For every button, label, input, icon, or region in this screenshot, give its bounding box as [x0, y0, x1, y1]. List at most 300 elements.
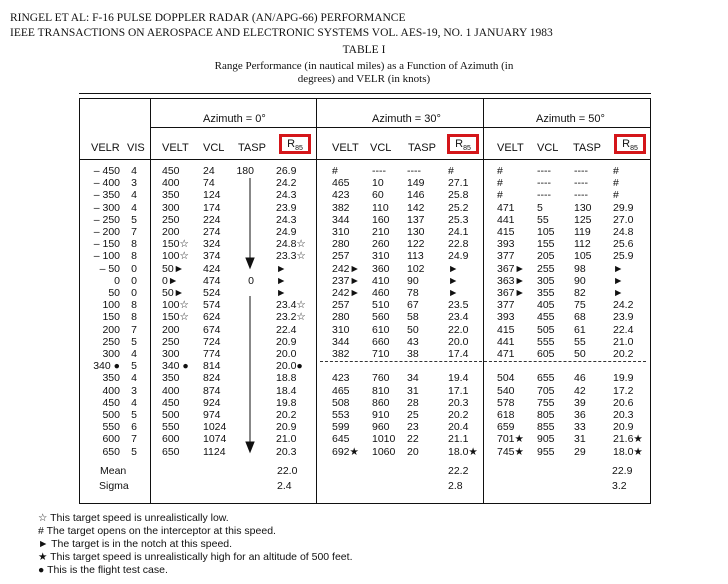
- cell-vcl: 60: [372, 189, 384, 202]
- cell-velt: 415: [497, 323, 515, 336]
- cell-velr: 50: [108, 287, 120, 299]
- cell-velt: 300: [162, 201, 180, 214]
- cell-tasp: 90: [407, 274, 419, 287]
- cell-r85: 24.1: [448, 226, 469, 238]
- cell-velt: 441: [497, 213, 515, 226]
- summary-sigma-az0: 2.4: [277, 480, 292, 492]
- table-caption-line2: degrees) and VELR (in knots): [297, 73, 431, 85]
- cell-velt: 50►: [162, 262, 185, 275]
- cell-tasp: 90: [574, 274, 586, 287]
- cell-velt: 310: [332, 226, 350, 238]
- cell-velr: 0: [114, 274, 120, 287]
- cell-velt: 200: [162, 323, 180, 336]
- cell-r85: 22.8: [448, 238, 469, 251]
- azimuth-header-0: Azimuth = 0°: [203, 113, 266, 125]
- cell-tasp: 42: [574, 384, 586, 397]
- cell-velt: 400: [162, 384, 180, 397]
- cell-vcl: 1060: [372, 445, 396, 458]
- cell-vcl: 960: [372, 421, 390, 434]
- cell-tasp: 142: [407, 201, 425, 214]
- cell-tasp: ----: [407, 165, 421, 177]
- cell-r85: ►: [448, 287, 459, 299]
- cell-velr: – 450: [93, 165, 120, 177]
- cell-r85: 20.3: [448, 396, 469, 409]
- cell-velr: – 50: [99, 262, 120, 275]
- cell-r85: 21.0: [613, 335, 634, 348]
- cell-vcl: 705: [537, 384, 555, 397]
- cell-vcl: 710: [372, 348, 390, 360]
- col-header-velt: VELT: [497, 142, 524, 154]
- cell-velt: 200: [162, 226, 180, 238]
- cell-vcl: 810: [372, 384, 390, 397]
- cell-vcl: 474: [203, 274, 221, 287]
- col-header-vis: VIS: [127, 142, 145, 154]
- cell-velt: 540: [497, 384, 515, 397]
- cell-velt: 150☆: [162, 238, 189, 251]
- cell-velt: 0►: [162, 274, 179, 287]
- cell-tasp: 29: [574, 445, 586, 458]
- cell-vcl: 155: [537, 238, 555, 251]
- cell-velr: – 350: [93, 189, 120, 202]
- cell-r85: 24.2: [276, 177, 297, 190]
- cell-vcl: 74: [203, 177, 215, 190]
- cell-vcl: 724: [203, 335, 221, 348]
- cell-velt: 450: [162, 165, 180, 177]
- cell-velt: 242►: [332, 262, 360, 275]
- cell-vis: 0: [131, 274, 137, 287]
- cell-tasp: ----: [574, 189, 588, 202]
- cell-vis: 6: [131, 421, 137, 434]
- cell-tasp: 31: [407, 384, 419, 397]
- tasp-arrow-lower-head: [246, 442, 254, 452]
- footnote-low-speed: ☆ This target speed is unrealistically low.: [38, 512, 229, 524]
- cell-tasp: 68: [574, 311, 586, 324]
- cell-r85: 25.2: [448, 201, 469, 214]
- cell-tasp: 82: [574, 287, 586, 299]
- cell-vcl: 255: [537, 262, 555, 275]
- cell-vis: 5: [131, 360, 137, 373]
- cell-vcl: 10: [372, 177, 384, 190]
- cell-velt: 150☆: [162, 311, 189, 324]
- cell-vis: 5: [131, 445, 137, 458]
- cell-tasp: 55: [574, 335, 586, 348]
- cell-r85: 24.3: [276, 213, 297, 226]
- rule-sep-velr: [150, 98, 151, 503]
- cell-velr: 500: [102, 409, 120, 421]
- cell-r85: 18.0★: [613, 445, 643, 458]
- cell-r85: 23.9: [613, 311, 634, 324]
- cell-vcl: 110: [372, 201, 389, 214]
- cell-velr: – 300: [93, 201, 120, 214]
- footnote-opens: # The target opens on the interceptor at this speed.: [38, 525, 276, 537]
- cell-velt: 745★: [497, 445, 524, 458]
- cell-vcl: 455: [537, 311, 555, 324]
- cell-vis: 8: [131, 311, 137, 324]
- cell-r85: #: [613, 177, 619, 190]
- cell-tasp: 130: [574, 201, 592, 214]
- cell-velt: 377: [497, 250, 515, 263]
- cell-r85: 21.1: [448, 433, 469, 446]
- cell-vis: 0: [131, 262, 137, 275]
- cell-tasp: 67: [407, 299, 419, 312]
- summary-mean-az30: 22.2: [448, 465, 469, 477]
- cell-vcl: 955: [537, 445, 555, 458]
- cell-velt: 465: [332, 384, 350, 397]
- cell-r85: 22.4: [613, 323, 634, 336]
- cell-velt: 450: [162, 396, 180, 409]
- cell-velt: 423: [332, 372, 350, 385]
- cell-r85: 29.9: [613, 201, 634, 214]
- cell-velt: 382: [332, 201, 350, 214]
- cell-tasp: 50: [574, 348, 586, 360]
- cell-tasp: 34: [407, 372, 419, 385]
- cell-tasp: 112: [574, 238, 591, 251]
- cell-velr: 550: [102, 421, 120, 434]
- cell-velt: 650: [162, 445, 180, 458]
- cell-vcl: 624: [203, 311, 221, 324]
- col-header-velt: VELT: [162, 142, 189, 154]
- table-caption-line1: Range Performance (in nautical miles) as a Function of Azimuth (in: [214, 60, 514, 72]
- cell-vcl: 105: [537, 226, 555, 238]
- cell-r85: 23.9: [276, 201, 297, 214]
- cell-vcl: 560: [372, 311, 390, 324]
- cell-r85: 25.9: [613, 250, 634, 263]
- cell-r85: 20.9: [613, 421, 634, 434]
- table-label: TABLE I: [342, 44, 386, 56]
- cell-velt: #: [497, 189, 503, 202]
- cell-r85: 20.0●: [276, 360, 303, 373]
- cell-vis: 4: [131, 348, 137, 360]
- cell-vcl: 405: [537, 299, 555, 312]
- col-header-tasp: TASP: [408, 142, 436, 154]
- cell-vcl: 755: [537, 396, 555, 409]
- cell-vcl: ----: [537, 189, 551, 202]
- rule-top-inner: [79, 98, 651, 99]
- cell-vcl: 674: [203, 323, 221, 336]
- cell-tasp: 28: [407, 396, 419, 409]
- cell-vcl: 1010: [372, 433, 396, 446]
- cell-r85: 20.3: [613, 409, 634, 421]
- cell-r85: 23.2☆: [276, 311, 306, 324]
- cell-vcl: 774: [203, 348, 221, 360]
- cell-r85: ►: [448, 274, 459, 287]
- cell-tasp: 39: [574, 396, 586, 409]
- cell-r85: 20.9: [276, 335, 297, 348]
- col-header-tasp: TASP: [573, 142, 601, 154]
- cell-tasp: ----: [574, 165, 588, 177]
- cell-velt: 50►: [162, 287, 185, 299]
- cell-velr: – 250: [93, 213, 120, 226]
- cell-r85: ►: [276, 274, 287, 287]
- cell-tasp: 25: [407, 409, 419, 421]
- cell-vcl: 224: [203, 213, 221, 226]
- cell-vcl: 610: [372, 323, 390, 336]
- cell-velr: 450: [102, 396, 120, 409]
- cell-r85: 23.3☆: [276, 250, 306, 263]
- cell-r85: 19.4: [448, 372, 469, 385]
- cell-velt: 250: [162, 213, 180, 226]
- cell-velt: 471: [497, 201, 515, 214]
- cell-vcl: 410: [372, 274, 390, 287]
- cell-velt: 350: [162, 372, 180, 385]
- cell-velt: 340 ●: [162, 360, 189, 373]
- rule-sep-30-50: [483, 98, 484, 503]
- cell-velt: 504: [497, 372, 515, 385]
- cell-velt: 100☆: [162, 299, 189, 312]
- cell-vcl: ----: [537, 165, 551, 177]
- cell-vcl: 274: [203, 226, 221, 238]
- summary-mean-az50: 22.9: [612, 465, 633, 477]
- cell-vis: 5: [131, 409, 137, 421]
- cell-r85: ►: [276, 262, 287, 275]
- cell-vcl: 305: [537, 274, 555, 287]
- cell-velt: 367►: [497, 262, 525, 275]
- cell-velt: 310: [332, 323, 350, 336]
- cell-velt: 599: [332, 421, 350, 434]
- cell-r85: #: [448, 165, 454, 177]
- cell-r85: 21.0: [276, 433, 297, 446]
- cell-velt: 441: [497, 335, 515, 348]
- cell-r85: 26.9: [276, 165, 297, 177]
- cell-velt: 659: [497, 421, 515, 434]
- summary-mean-az0: 22.0: [277, 465, 298, 477]
- cell-r85: ►: [613, 262, 624, 275]
- cell-vcl: 814: [203, 360, 221, 373]
- cell-tasp: 38: [407, 348, 419, 360]
- cell-tasp: 119: [574, 226, 591, 238]
- cell-velt: 367►: [497, 287, 525, 299]
- cell-velt: 350: [162, 189, 180, 202]
- cell-vcl: 460: [372, 287, 390, 299]
- cell-velt: 471: [497, 348, 515, 360]
- cell-r85: 24.9: [276, 226, 297, 238]
- rule-sep-0-30: [316, 98, 317, 503]
- cell-velr: – 400: [93, 177, 120, 190]
- cell-velt: #: [497, 177, 503, 190]
- cell-r85: 20.4: [448, 421, 469, 434]
- cell-velt: 393: [497, 238, 515, 251]
- cell-tasp: 46: [574, 372, 586, 385]
- cell-vcl: 24: [203, 165, 215, 177]
- cell-velt: 415: [497, 226, 515, 238]
- footnote-flight-test: ● This is the flight test case.: [38, 564, 168, 576]
- cell-vcl: 660: [372, 335, 390, 348]
- cell-tasp: 98: [574, 262, 586, 275]
- cell-velt: 701★: [497, 433, 524, 446]
- summary-sigma-az50: 3.2: [612, 480, 627, 492]
- col-header-vcl: VCL: [370, 142, 392, 154]
- cell-velt: 377: [497, 299, 515, 312]
- cell-r85: 17.1: [448, 384, 469, 397]
- cell-r85: 25.3: [448, 213, 469, 226]
- cell-r85: 24.3: [276, 189, 297, 202]
- col-header-vcl: VCL: [537, 142, 559, 154]
- cell-tasp: 146: [407, 189, 425, 202]
- cell-tasp: 36: [574, 409, 586, 421]
- cell-velr: 650: [102, 445, 120, 458]
- cell-velr: 350: [102, 372, 120, 385]
- cell-r85: 18.0★: [448, 445, 478, 458]
- cell-velt: 363►: [497, 274, 525, 287]
- cell-vis: 8: [131, 238, 137, 251]
- cell-vcl: 510: [372, 299, 390, 312]
- cell-vis: 5: [131, 335, 137, 348]
- cell-vcl: 910: [372, 409, 390, 421]
- cell-r85: #: [613, 189, 619, 202]
- cell-tasp: 105: [574, 250, 592, 263]
- cell-velr: 100: [102, 299, 120, 312]
- cell-velt: 553: [332, 409, 350, 421]
- cell-r85: 23.4: [448, 311, 469, 324]
- cell-tasp: 149: [407, 177, 425, 190]
- cell-vcl: 555: [537, 335, 555, 348]
- cell-vcl: 424: [203, 262, 221, 275]
- cell-r85: 17.2: [613, 384, 634, 397]
- cell-r85: 18.8: [276, 372, 297, 385]
- cell-tasp: 180: [236, 165, 254, 177]
- cell-vcl: 160: [372, 213, 390, 226]
- cell-r85: 27.0: [613, 213, 634, 226]
- cell-velr: – 100: [93, 250, 120, 263]
- cell-vcl: 860: [372, 396, 390, 409]
- cell-vcl: 210: [372, 226, 390, 238]
- cell-vis: 4: [131, 396, 137, 409]
- cell-vis: 8: [131, 299, 137, 312]
- cell-tasp: 113: [407, 250, 424, 263]
- cell-tasp: 0: [248, 274, 254, 287]
- cell-r85: 20.0: [448, 335, 469, 348]
- cell-velr: – 200: [93, 226, 120, 238]
- cell-r85: ►: [613, 274, 624, 287]
- cell-vcl: 874: [203, 384, 221, 397]
- cell-velt: 508: [332, 396, 350, 409]
- cell-velt: 645: [332, 433, 350, 446]
- cell-tasp: 125: [574, 213, 592, 226]
- cell-vis: 4: [131, 189, 137, 202]
- cell-velr: 250: [102, 335, 120, 348]
- cell-r85: 20.6: [613, 396, 634, 409]
- cell-r85: 20.0: [276, 348, 297, 360]
- cell-r85: 23.5: [448, 299, 469, 312]
- cell-vis: 4: [131, 372, 137, 385]
- cell-r85: ►: [613, 287, 624, 299]
- cell-vis: 7: [131, 323, 137, 336]
- cell-velt: 250: [162, 335, 180, 348]
- cell-r85: 25.8: [448, 189, 469, 202]
- cell-r85: 22.4: [276, 323, 297, 336]
- cell-r85: 24.8: [613, 226, 634, 238]
- cell-r85: 20.3: [276, 445, 297, 458]
- cell-vis: 4: [131, 201, 137, 214]
- cell-velr: – 150: [93, 238, 120, 251]
- cell-tasp: 122: [407, 238, 425, 251]
- azimuth-header-30: Azimuth = 30°: [372, 113, 441, 125]
- cell-vcl: 310: [372, 250, 390, 263]
- col-header-r85-highlighted: $R_{85}$: [614, 134, 646, 154]
- cell-vcl: 360: [372, 262, 390, 275]
- cell-r85: 19.9: [613, 372, 634, 385]
- cell-velt: 382: [332, 348, 350, 360]
- cell-tasp: 137: [407, 213, 425, 226]
- cell-vis: 7: [131, 226, 137, 238]
- cell-velr: 200: [102, 323, 120, 336]
- cell-r85: 20.2: [448, 409, 469, 421]
- cell-vcl: 324: [203, 238, 221, 251]
- cell-vis: 0: [131, 287, 137, 299]
- cell-tasp: 61: [574, 323, 586, 336]
- cell-r85: 27.1: [448, 177, 469, 190]
- cell-tasp: 33: [574, 421, 586, 434]
- cell-velr: 340 ●: [93, 360, 120, 373]
- cell-velt: 550: [162, 421, 180, 434]
- cell-tasp: 23: [407, 421, 419, 434]
- cell-vcl: 205: [537, 250, 555, 263]
- summary-label-sigma: Sigma: [99, 480, 129, 492]
- cell-vcl: 824: [203, 372, 221, 385]
- cell-vcl: 524: [203, 287, 221, 299]
- cell-velt: 344: [332, 335, 350, 348]
- cell-velt: 280: [332, 311, 350, 324]
- cell-velt: 257: [332, 250, 350, 263]
- col-header-vcl: VCL: [203, 142, 225, 154]
- cell-tasp: 31: [574, 433, 586, 446]
- cell-vcl: 124: [203, 189, 221, 202]
- cell-r85: 19.8: [276, 396, 297, 409]
- cell-vcl: 355: [537, 287, 555, 299]
- cell-vcl: 655: [537, 372, 555, 385]
- cell-velt: 257: [332, 299, 350, 312]
- cell-velt: 280: [332, 238, 350, 251]
- cell-velt: 237►: [332, 274, 360, 287]
- cell-tasp: 130: [407, 226, 425, 238]
- cell-velt: #: [332, 165, 338, 177]
- cell-r85: ►: [276, 287, 287, 299]
- rule-bottom: [79, 503, 651, 504]
- cell-vcl: 805: [537, 409, 555, 421]
- azimuth-header-50: Azimuth = 50°: [536, 113, 605, 125]
- rule-right: [650, 98, 651, 503]
- cell-velt: 600: [162, 433, 180, 446]
- cell-tasp: 78: [407, 287, 419, 299]
- cell-r85: #: [613, 165, 619, 177]
- cell-velr: 150: [102, 311, 120, 324]
- cell-vis: 8: [131, 250, 137, 263]
- cell-tasp: 50: [407, 323, 419, 336]
- cell-vcl: 374: [203, 250, 221, 263]
- cell-velt: 578: [497, 396, 515, 409]
- cell-velr: 400: [102, 384, 120, 397]
- cell-tasp: 102: [407, 262, 425, 275]
- cell-tasp: ----: [574, 177, 588, 190]
- tasp-arrow-upper-head: [246, 258, 254, 268]
- cell-tasp: 20: [407, 445, 419, 458]
- cell-velt: 300: [162, 348, 180, 360]
- summary-label-mean: Mean: [100, 465, 127, 477]
- cell-velt: 400: [162, 177, 180, 190]
- cell-r85: 24.9: [448, 250, 469, 263]
- cell-velt: 465: [332, 177, 350, 190]
- cell-velr: 600: [102, 433, 120, 446]
- col-header-velr: VELR: [91, 142, 120, 154]
- cell-velr: 300: [102, 348, 120, 360]
- footnote-high-speed: ★ This target speed is unrealistically high for an altitude of 500 feet.: [38, 551, 353, 563]
- cell-r85: 20.2: [613, 348, 634, 360]
- cell-r85: 22.0: [448, 323, 469, 336]
- cell-tasp: 22: [407, 433, 419, 446]
- cell-velt: 100☆: [162, 250, 189, 263]
- rule-column-headers: [79, 159, 651, 160]
- cell-velt: 692★: [332, 445, 359, 458]
